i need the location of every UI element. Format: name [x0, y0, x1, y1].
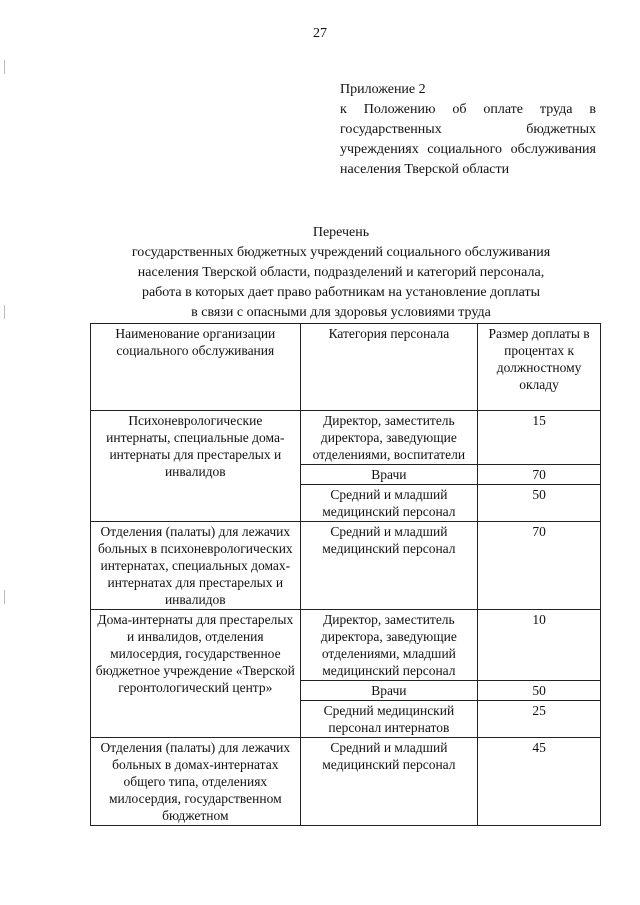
heading-line-2: государственных бюджетных учреждений социального обслуживания — [131, 245, 551, 260]
category-cell: Врачи — [300, 681, 478, 701]
header-organization: Наименование организации социального обслуживания — [91, 324, 301, 411]
value-cell: 45 — [478, 738, 601, 826]
table-row — [91, 738, 601, 826]
value-cell: 70 — [478, 465, 601, 485]
organization-cell: Отделения (палаты) для лежачих больных в домах-интернатах общего типа, отделениях милосердия, государственном бюджетном — [91, 738, 301, 826]
value-cell: 70 — [478, 522, 601, 610]
heading-line-1: Перечень — [312, 225, 370, 240]
category-cell: Средний и младший медицинский персонал — [300, 522, 478, 610]
heading-line-4: работа в которых дает право работникам на установление доплаты — [141, 285, 541, 300]
value-cell: 50 — [478, 485, 601, 522]
value-cell: 10 — [478, 610, 601, 681]
organization-cell: Дома-интернаты для престарелых и инвалидов, отделения милосердия, государственное бюджетное учреждение «Тверской геронтологический центр» — [91, 610, 301, 738]
table-header-row — [91, 324, 601, 411]
table-row — [91, 411, 601, 465]
appendix-block — [340, 80, 596, 180]
category-cell: Средний и младший медицинский персонал — [300, 738, 478, 826]
category-cell: Средний и младший медицинский персонал — [300, 485, 478, 522]
appendix-title: Приложение 2 — [340, 82, 426, 97]
scan-edge-mark-middle — [4, 305, 5, 319]
value-cell: 15 — [478, 411, 601, 465]
scan-edge-mark-lower — [4, 590, 5, 604]
page-number: 27 — [313, 26, 327, 41]
value-cell: 50 — [478, 681, 601, 701]
category-cell: Средний медицинский персонал интернатов — [300, 701, 478, 738]
table-row — [91, 522, 601, 610]
scan-edge-mark-top — [4, 60, 5, 74]
value-cell: 25 — [478, 701, 601, 738]
category-cell: Врачи — [300, 465, 478, 485]
heading-line-3: населения Тверской области, подразделений и категорий персонала, — [137, 265, 545, 280]
heading-line-5: в связи с опасными для здоровья условиями труда — [191, 305, 491, 320]
allowance-table — [90, 323, 601, 826]
organization-cell: Психоневрологические интернаты, специальные дома-интернаты для престарелых и инвалидов — [91, 411, 301, 522]
category-cell: Директор, заместитель директора, заведующие отделениями, воспитатели — [300, 411, 478, 465]
document-heading — [90, 223, 592, 323]
header-allowance-size: Размер доплаты в процентах к должностному окладу — [478, 324, 601, 411]
organization-cell: Отделения (палаты) для лежачих больных в психоневрологических интернатах, специальных домах-интернатах для престарелых и инвалидов — [91, 522, 301, 610]
category-cell: Директор, заместитель директора, заведующие отделениями, младший медицинский персонал — [300, 610, 478, 681]
table-row — [91, 610, 601, 681]
header-category: Категория персонала — [300, 324, 478, 411]
appendix-text: к Положению об оплате труда в государственных бюджетных учреждениях социального обслуживания населения Тверской области — [340, 102, 596, 177]
